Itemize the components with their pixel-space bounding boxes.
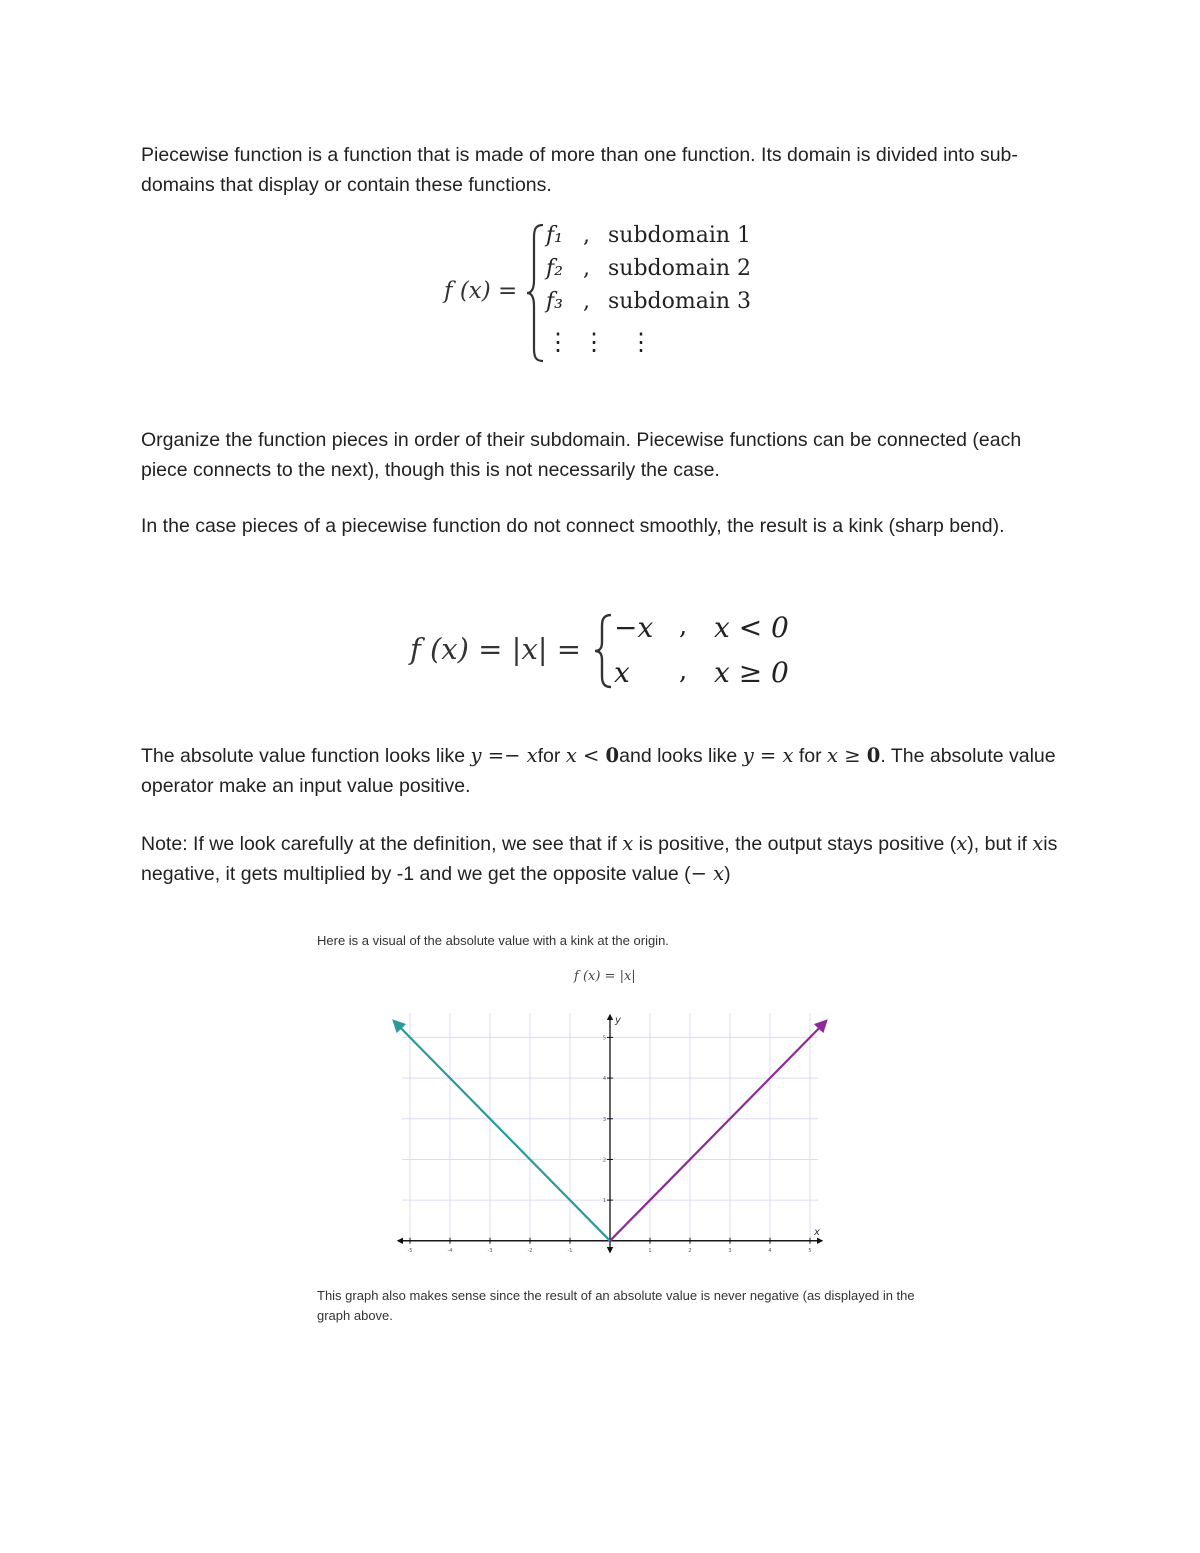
absolute-value-chart [380,1005,840,1275]
row-sep: , [679,656,688,686]
figure-caption-bottom: This graph also makes sense since the result of an absolute value is never negative (as displayed in the graph above. [317,1288,915,1323]
x-tick-label: 2 [688,1247,692,1254]
row-domain: subdomain 1 [608,223,752,248]
organize-paragraph: Organize the function pieces in order of their subdomain. Piecewise functions can be connected (each piece connects to the next), though this is not necessarily the case. [141,429,1022,481]
row-sep: , [583,256,590,281]
abs-looks-paragraph [141,741,1071,801]
vdots: ⋮ [629,328,653,356]
kink-paragraph: In the case pieces of a piecewise function do not connect smoothly, the result is a kink (sharp bend). [141,515,1005,537]
inline-math: y = x [742,744,794,767]
row-func: f₁ [546,223,563,248]
y-tick-label: 2 [602,1157,606,1164]
axes [398,1015,822,1252]
inline-math: 0 [605,744,620,767]
figure-caption-top: Here is a visual of the absolute value with a kink at the origin. [317,933,669,948]
note-paragraph [141,829,1071,889]
inline-math: x < [565,744,606,767]
vdots: ⋮ [546,328,570,356]
text-run: and looks like [619,745,743,767]
x-tick-label: -4 [447,1247,453,1254]
left-brace-icon [592,612,614,690]
text-run: The absolute value function looks like [141,745,471,767]
text-run: Note: If we look carefully at the definition, we see that if [141,833,623,855]
x-tick-label: -1 [567,1247,573,1254]
row-domain: subdomain 3 [608,289,752,314]
row-domain: subdomain 2 [608,256,752,281]
text-run: for [793,745,828,767]
row-sep: , [583,289,590,314]
row-func: f₃ [546,289,563,314]
inline-math: x [956,832,968,855]
y-tick-label: 4 [602,1076,606,1083]
figure-title: f (x) = |x| [574,969,636,984]
series-line [394,1021,610,1241]
text-run: is negative, it gets multiplied by -1 and we get the opposite value ( [141,833,1058,885]
inline-math: − x [690,862,725,885]
x-tick-label: 5 [808,1247,812,1254]
intro-paragraph: Piecewise function is a function that is made of more than one function. Its domain is divided into sub-domains that display or contain these functions. [141,144,1018,196]
y-tick-label: 3 [602,1116,606,1123]
row-cond: x < 0 [714,611,789,644]
text-run: . The absolute value operator make an input value positive. [141,745,1056,797]
row-sep: , [583,223,590,248]
x-tick-label: -5 [407,1247,413,1254]
x-tick-label: 1 [648,1247,652,1254]
x-tick-label: -2 [527,1247,533,1254]
row-func: x [614,656,630,689]
row-func: −x [614,611,654,644]
x-axis-label: x [814,1226,820,1238]
row-sep: , [679,611,688,641]
inline-math: x [1032,832,1044,855]
text-run: ) [724,863,731,885]
inline-math: y =− x [470,744,538,767]
equation-lhs: f (x) = |x| = [410,632,582,666]
text-run: is positive, the output stays positive ( [633,833,957,855]
row-cond: x ≥ 0 [714,656,789,689]
vdots: ⋮ [582,328,606,356]
equation-lhs: f (x) = [444,278,518,304]
x-tick-label: -3 [487,1247,493,1254]
inline-math: x [622,832,634,855]
row-func: f₂ [546,256,563,281]
y-tick-label: 5 [602,1035,606,1042]
inline-math: x ≥ [827,744,867,767]
y-tick-label: 1 [602,1198,606,1205]
y-axis-label: y [615,1015,621,1026]
series-line [610,1021,826,1241]
x-tick-label: 4 [768,1247,772,1254]
x-tick-label: 3 [728,1247,732,1254]
text-run: for [537,745,566,767]
left-brace-icon [525,222,547,364]
inline-math: 0 [866,744,881,767]
text-run: ), but if [967,833,1033,855]
